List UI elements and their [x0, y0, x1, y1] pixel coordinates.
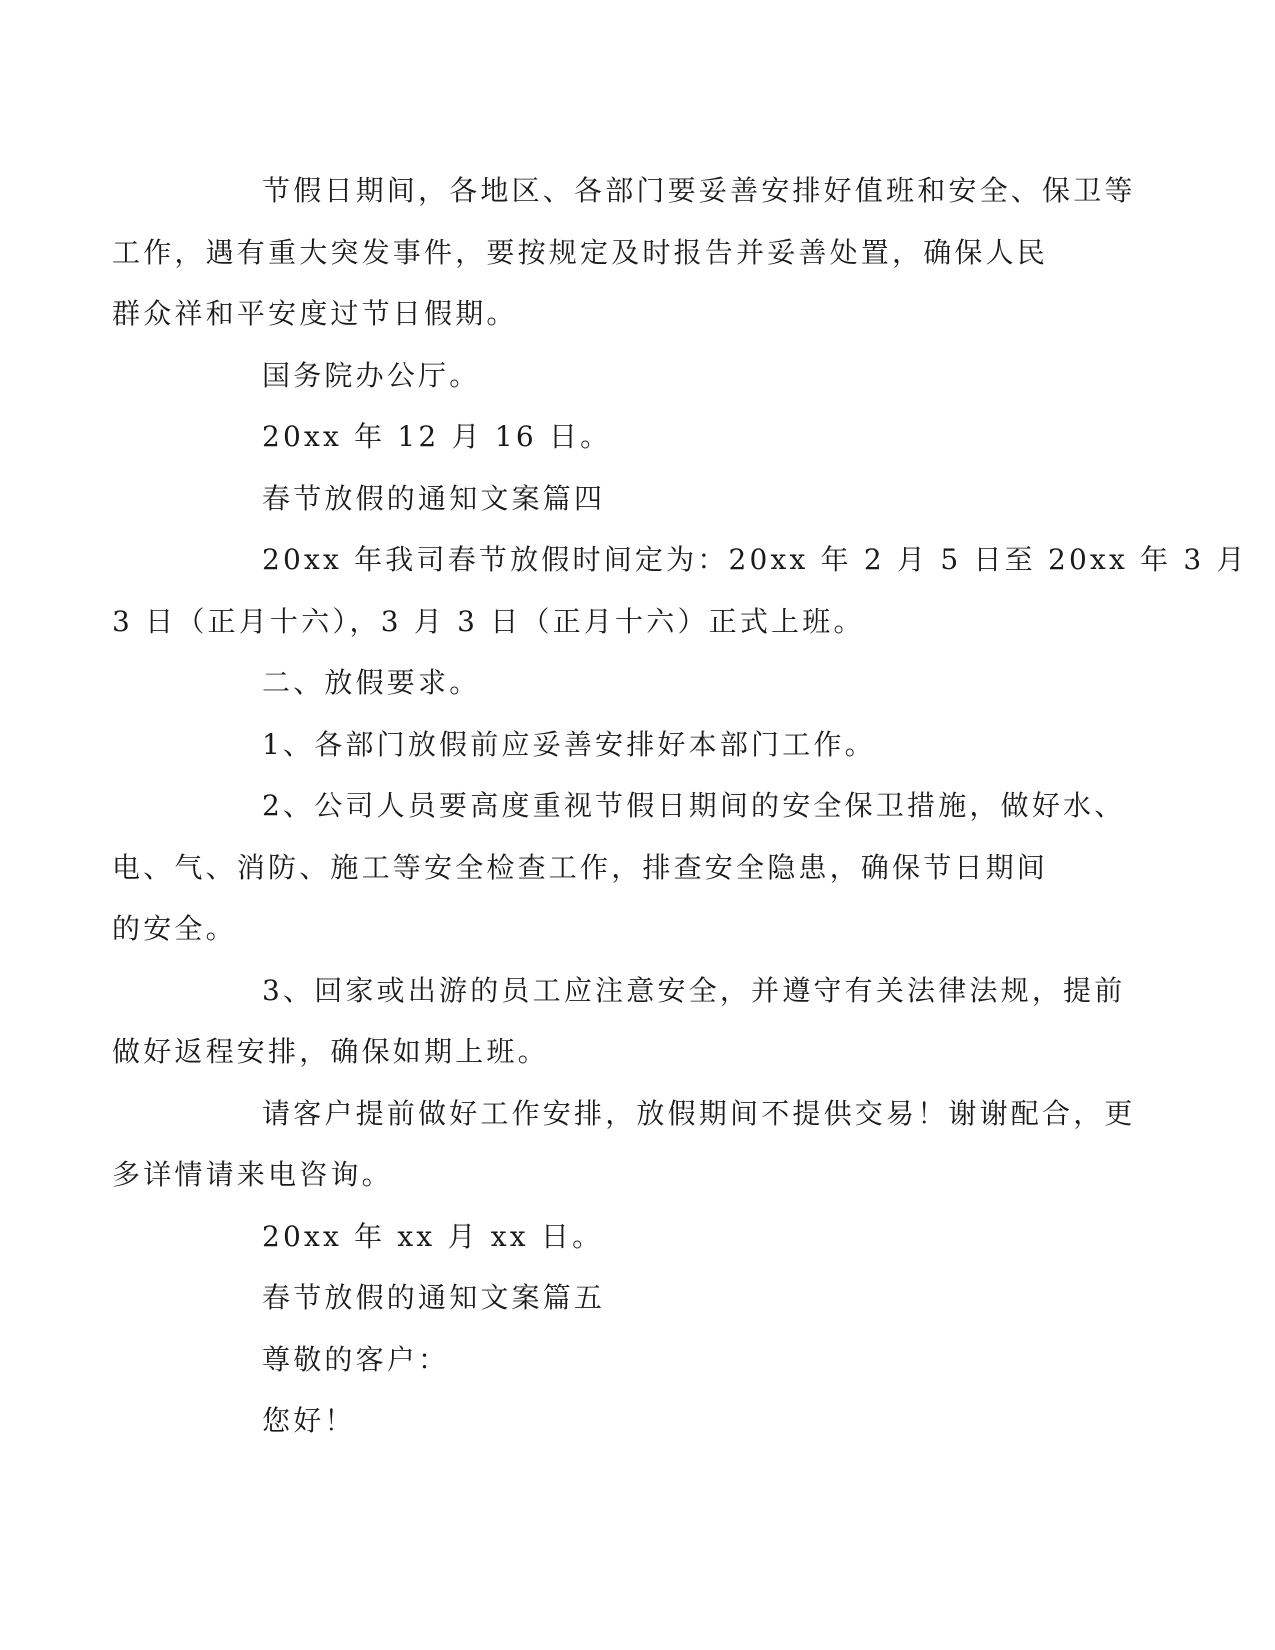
text-line: 20xx 年我司春节放假时间定为：20xx 年 2 月 5 日至 20xx 年 3 月: [262, 543, 1248, 576]
text-line: 做好返程安排，确保如期上班。: [112, 1035, 549, 1068]
text-line: 多详情请来电咨询。: [112, 1158, 393, 1191]
paragraph-issuer: [187, 345, 1087, 407]
text-line: 节假日期间，各地区、各部门要妥善安排好值班和安全、保卫等: [262, 174, 1136, 207]
text-line: 1、各部门放假前应妥善安排好本部门工作。: [262, 727, 876, 761]
paragraph-holiday-schedule: [112, 529, 1248, 652]
paragraph-holiday-duty: [112, 160, 1136, 345]
paragraph-requirement-1: [187, 714, 1087, 776]
text-line: 春节放假的通知文案篇五: [262, 1281, 606, 1314]
text-line: 您好！: [262, 1404, 356, 1437]
text-line: 国务院办公厅。: [262, 358, 481, 392]
document-body: [112, 160, 1248, 1452]
text-line: 请客户提前做好工作安排，放假期间不提供交易！谢谢配合，更: [262, 1096, 1136, 1130]
paragraph-date-placeholder: [187, 1206, 1087, 1268]
paragraph-requirement-3: [112, 960, 1126, 1083]
paragraph-requirement-2: [112, 775, 1126, 960]
text-line: 工作，遇有重大突发事件，要按规定及时报告并妥善处置，确保人民: [112, 235, 1049, 269]
text-line: 二、放假要求。: [262, 666, 481, 699]
section-heading-5: [187, 1267, 1087, 1329]
text-line: 2、公司人员要高度重视节假日期间的安全保卫措施，做好水、: [262, 789, 1126, 822]
text-line: 尊敬的客户：: [262, 1342, 450, 1376]
paragraph-requirements-heading: [187, 652, 1087, 714]
text-line: 3 日（正月十六），3 月 3 日（正月十六）正式上班。: [112, 604, 865, 638]
paragraph-date: [187, 406, 1087, 468]
paragraph-greeting: [187, 1390, 1087, 1452]
text-line: 3、回家或出游的员工应注意安全，并遵守有关法律法规，提前: [262, 973, 1126, 1007]
paragraph-customer-notice: [112, 1083, 1136, 1206]
section-heading-4: [187, 468, 1087, 530]
text-line: 的安全。: [112, 912, 237, 945]
text-line: 电、气、消防、施工等安全检查工作，排查安全隐患，确保节日期间: [112, 850, 1049, 884]
text-line: 20xx 年 12 月 16 日。: [262, 420, 612, 453]
text-line: 春节放假的通知文案篇四: [262, 481, 606, 515]
text-line: 群众祥和平安度过节日假期。: [112, 297, 518, 330]
text-line: 20xx 年 xx 月 xx 日。: [262, 1219, 604, 1253]
paragraph-salutation: [187, 1329, 1087, 1391]
